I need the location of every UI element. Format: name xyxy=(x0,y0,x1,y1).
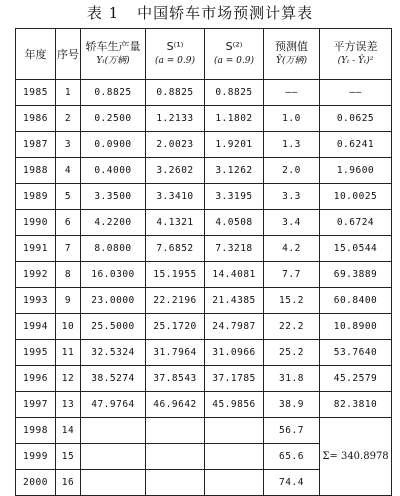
cell-year: 1987 xyxy=(16,132,56,158)
cell-year: 1999 xyxy=(16,444,56,470)
cell-squared-error: 45.2579 xyxy=(320,366,392,392)
cell-production: 25.5000 xyxy=(81,314,146,340)
cell-s2: 1.9201 xyxy=(205,132,264,158)
cell-year: 1989 xyxy=(16,184,56,210)
header-production: 轿车生产量 Yₜ(万辆) xyxy=(81,29,146,80)
cell-s1: 2.0023 xyxy=(146,132,205,158)
table-row xyxy=(16,80,392,106)
cell-production xyxy=(81,470,146,496)
cell-forecast: 3.4 xyxy=(264,210,320,236)
header-squared-error: 平方误差 (Yₜ - Ŷₜ)² xyxy=(320,29,392,80)
cell-s1: 31.7964 xyxy=(146,340,205,366)
cell-s1: 3.3410 xyxy=(146,184,205,210)
cell-year: 1998 xyxy=(16,418,56,444)
cell-index: 16 xyxy=(56,470,81,496)
table-caption xyxy=(0,0,400,26)
cell-s1: 22.2196 xyxy=(146,288,205,314)
cell-s2 xyxy=(205,470,264,496)
cell-s1: 3.2602 xyxy=(146,158,205,184)
header-year: 年度 xyxy=(16,29,56,80)
cell-production: 47.9764 xyxy=(81,392,146,418)
cell-index: 3 xyxy=(56,132,81,158)
cell-forecast: 3.3 xyxy=(264,184,320,210)
cell-squared-error: 82.3810 xyxy=(320,392,392,418)
cell-production: 0.0900 xyxy=(81,132,146,158)
cell-squared-error: —— xyxy=(320,80,392,106)
caption-label: 表 1 xyxy=(86,4,120,22)
cell-index: 5 xyxy=(56,184,81,210)
cell-year: 1986 xyxy=(16,106,56,132)
table-row xyxy=(16,314,392,340)
cell-s2: 7.3218 xyxy=(205,236,264,262)
cell-s1: 15.1955 xyxy=(146,262,205,288)
cell-s2: 0.8825 xyxy=(205,80,264,106)
cell-production: 23.0000 xyxy=(81,288,146,314)
header-s2: S⁽²⁾ (a = 0.9) xyxy=(205,29,264,80)
forecast-table xyxy=(15,28,392,496)
cell-forecast: 22.2 xyxy=(264,314,320,340)
cell-production: 38.5274 xyxy=(81,366,146,392)
cell-year: 2000 xyxy=(16,470,56,496)
cell-index: 10 xyxy=(56,314,81,340)
cell-forecast: 4.2 xyxy=(264,236,320,262)
cell-squared-error: 10.8900 xyxy=(320,314,392,340)
cell-squared-error: 0.0625 xyxy=(320,106,392,132)
cell-s1: 37.8543 xyxy=(146,366,205,392)
cell-index: 4 xyxy=(56,158,81,184)
cell-production: 8.0800 xyxy=(81,236,146,262)
error-sum-cell: Σ= 340.8978 xyxy=(320,418,392,496)
cell-s1 xyxy=(146,418,205,444)
cell-index: 13 xyxy=(56,392,81,418)
cell-squared-error: 0.6724 xyxy=(320,210,392,236)
table-row xyxy=(16,236,392,262)
cell-index: 7 xyxy=(56,236,81,262)
cell-s2: 1.1802 xyxy=(205,106,264,132)
cell-index: 14 xyxy=(56,418,81,444)
cell-s2: 31.0966 xyxy=(205,340,264,366)
cell-year: 1994 xyxy=(16,314,56,340)
header-s1: S⁽¹⁾ (a = 0.9) xyxy=(146,29,205,80)
cell-forecast: 74.4 xyxy=(264,470,320,496)
cell-year: 1997 xyxy=(16,392,56,418)
header-row xyxy=(16,29,392,80)
cell-production: 32.5324 xyxy=(81,340,146,366)
cell-index: 8 xyxy=(56,262,81,288)
cell-s1 xyxy=(146,444,205,470)
cell-squared-error: 69.3889 xyxy=(320,262,392,288)
caption-title: 中国轿车市场预测计算表 xyxy=(137,4,314,22)
cell-forecast: 65.6 xyxy=(264,444,320,470)
cell-squared-error: 1.9600 xyxy=(320,158,392,184)
cell-forecast: 1.3 xyxy=(264,132,320,158)
header-forecast: 预测值 Ŷ(万辆) xyxy=(264,29,320,80)
cell-forecast: 2.0 xyxy=(264,158,320,184)
cell-squared-error: 60.8400 xyxy=(320,288,392,314)
cell-year: 1993 xyxy=(16,288,56,314)
cell-index: 1 xyxy=(56,80,81,106)
cell-squared-error: 0.6241 xyxy=(320,132,392,158)
table-row xyxy=(16,392,392,418)
cell-forecast: 7.7 xyxy=(264,262,320,288)
cell-squared-error: 10.0025 xyxy=(320,184,392,210)
cell-index: 6 xyxy=(56,210,81,236)
cell-production: 0.8825 xyxy=(81,80,146,106)
cell-index: 2 xyxy=(56,106,81,132)
cell-index: 12 xyxy=(56,366,81,392)
cell-squared-error: 15.0544 xyxy=(320,236,392,262)
cell-s1: 46.9642 xyxy=(146,392,205,418)
cell-index: 15 xyxy=(56,444,81,470)
cell-production: 0.4000 xyxy=(81,158,146,184)
cell-s2: 37.1785 xyxy=(205,366,264,392)
cell-production: 0.2500 xyxy=(81,106,146,132)
cell-forecast: 56.7 xyxy=(264,418,320,444)
cell-s1: 7.6852 xyxy=(146,236,205,262)
table-row xyxy=(16,106,392,132)
cell-year: 1985 xyxy=(16,80,56,106)
cell-year: 1995 xyxy=(16,340,56,366)
cell-year: 1988 xyxy=(16,158,56,184)
cell-s2: 3.1262 xyxy=(205,158,264,184)
cell-index: 11 xyxy=(56,340,81,366)
cell-year: 1991 xyxy=(16,236,56,262)
cell-forecast: 1.0 xyxy=(264,106,320,132)
cell-s2: 14.4081 xyxy=(205,262,264,288)
cell-production xyxy=(81,444,146,470)
table-row xyxy=(16,366,392,392)
cell-s1: 0.8825 xyxy=(146,80,205,106)
header-index: 序号 xyxy=(56,29,81,80)
cell-year: 1990 xyxy=(16,210,56,236)
cell-s1: 4.1321 xyxy=(146,210,205,236)
cell-s2: 21.4385 xyxy=(205,288,264,314)
cell-s2 xyxy=(205,418,264,444)
table-row xyxy=(16,262,392,288)
cell-index: 9 xyxy=(56,288,81,314)
cell-production: 3.3500 xyxy=(81,184,146,210)
table-row xyxy=(16,158,392,184)
cell-s2 xyxy=(205,444,264,470)
cell-forecast: —— xyxy=(264,80,320,106)
table-row xyxy=(16,210,392,236)
cell-s2: 24.7987 xyxy=(205,314,264,340)
cell-s2: 4.0508 xyxy=(205,210,264,236)
cell-squared-error: 53.7640 xyxy=(320,340,392,366)
table-row xyxy=(16,418,392,444)
table-row xyxy=(16,184,392,210)
cell-forecast: 31.8 xyxy=(264,366,320,392)
cell-production: 4.2200 xyxy=(81,210,146,236)
table-row xyxy=(16,288,392,314)
table-row xyxy=(16,340,392,366)
cell-year: 1992 xyxy=(16,262,56,288)
cell-production: 16.0300 xyxy=(81,262,146,288)
cell-year: 1996 xyxy=(16,366,56,392)
cell-production xyxy=(81,418,146,444)
table-row xyxy=(16,132,392,158)
cell-s2: 45.9856 xyxy=(205,392,264,418)
cell-forecast: 38.9 xyxy=(264,392,320,418)
cell-s1: 25.1720 xyxy=(146,314,205,340)
cell-s1: 1.2133 xyxy=(146,106,205,132)
cell-forecast: 25.2 xyxy=(264,340,320,366)
cell-s1 xyxy=(146,470,205,496)
cell-forecast: 15.2 xyxy=(264,288,320,314)
cell-s2: 3.3195 xyxy=(205,184,264,210)
